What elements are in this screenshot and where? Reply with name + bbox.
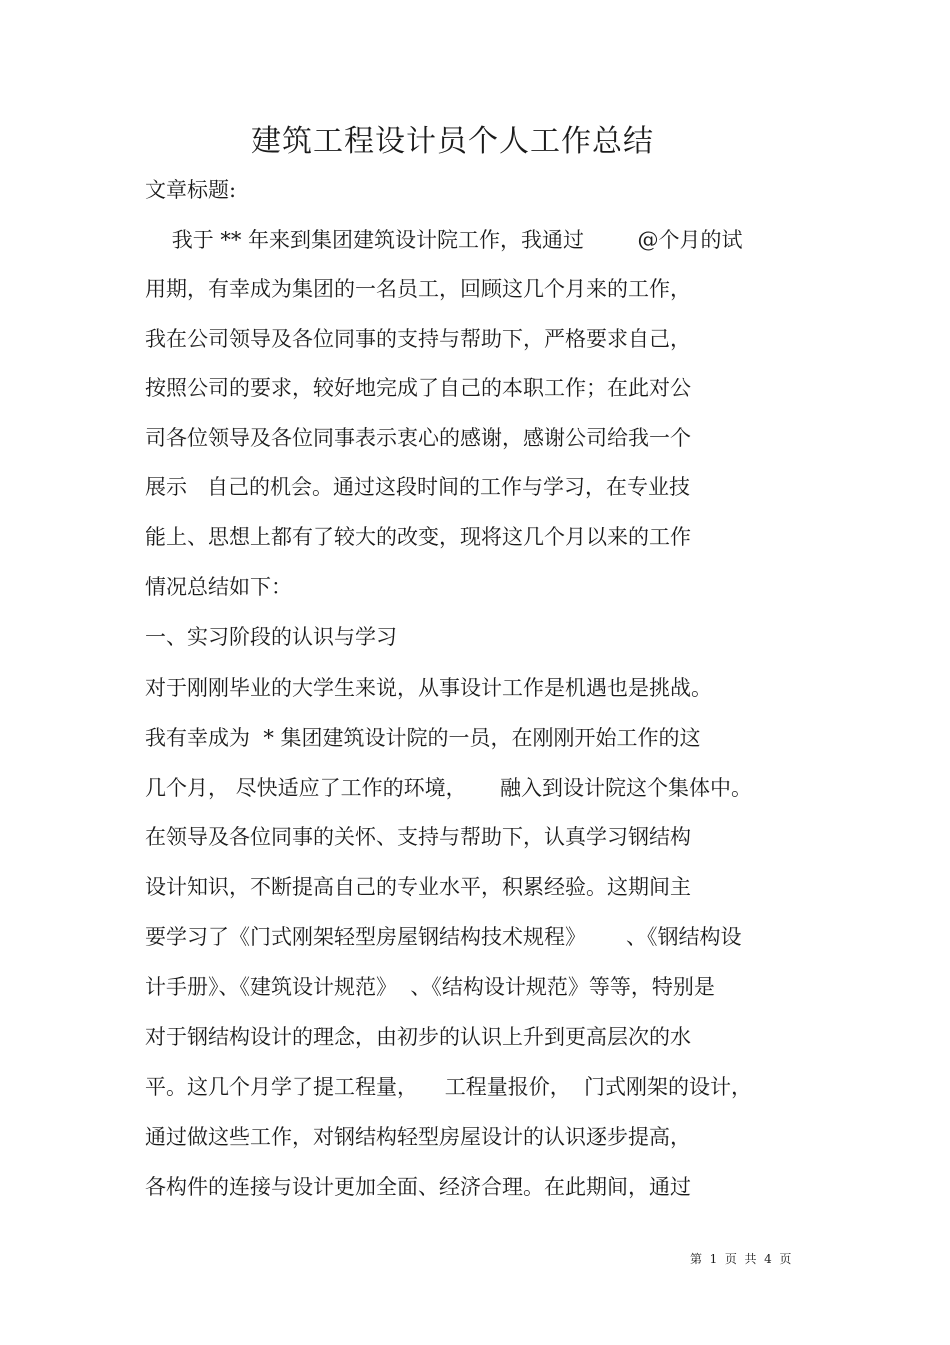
body-line: 情况总结如下： — [145, 575, 292, 599]
body-line: 平。这几个月学了提工程量， 工程量报价， 门式刚架的设计， — [145, 1075, 753, 1099]
body-line: 用期，有幸成为集团的一名员工，回顾这几个月来的工作， — [145, 277, 691, 301]
page-indicator: 第 1 页 共 4 页 — [690, 1252, 792, 1266]
body-line: 在领导及各位同事的关怀、支持与帮助下，认真学习钢结构 — [145, 825, 691, 849]
body-line: 我于 ** 年来到集团建筑设计院工作，我通过 @个月的试 — [145, 228, 743, 252]
body-line: 通过做这些工作，对钢结构轻型房屋设计的认识逐步提高， — [145, 1125, 691, 1149]
body-line: 各构件的连接与设计更加全面、经济合理。在此期间，通过 — [145, 1175, 691, 1199]
body-line: 计手册》、《建筑设计规范》 、《结构设计规范》等等，特别是 — [145, 975, 715, 999]
body-line: 几个月， 尽快适应了工作的环境， 融入到设计院这个集体中。 — [145, 776, 753, 800]
body-line: 展示 自己的机会。通过这段时间的工作与学习，在专业技 — [145, 475, 691, 499]
body-line: 我有幸成为 * 集团建筑设计院的一员，在刚刚开始工作的这 — [145, 726, 701, 750]
body-line: 我在公司领导及各位同事的支持与帮助下，严格要求自己， — [145, 327, 691, 351]
body-line: 按照公司的要求，较好地完成了自己的本职工作；在此对公 — [145, 376, 691, 400]
section-heading: 一、实习阶段的认识与学习 — [145, 625, 397, 649]
subtitle-label: 文章标题: — [145, 178, 237, 202]
body-line: 设计知识，不断提高自己的专业水平，积累经验。这期间主 — [145, 875, 691, 899]
body-line: 能上、思想上都有了较大的改变，现将这几个月以来的工作 — [145, 525, 691, 549]
document-title: 建筑工程设计员个人工作总结 — [251, 124, 654, 159]
body-line: 要学习了《门式刚架轻型房屋钢结构技术规程》 、《钢结构设 — [145, 925, 742, 949]
body-line: 对于刚刚毕业的大学生来说，从事设计工作是机遇也是挑战。 — [145, 676, 712, 700]
body-line: 司各位领导及各位同事表示衷心的感谢，感谢公司给我一个 — [145, 426, 691, 450]
body-line: 对于钢结构设计的理念，由初步的认识上升到更高层次的水 — [145, 1025, 691, 1049]
